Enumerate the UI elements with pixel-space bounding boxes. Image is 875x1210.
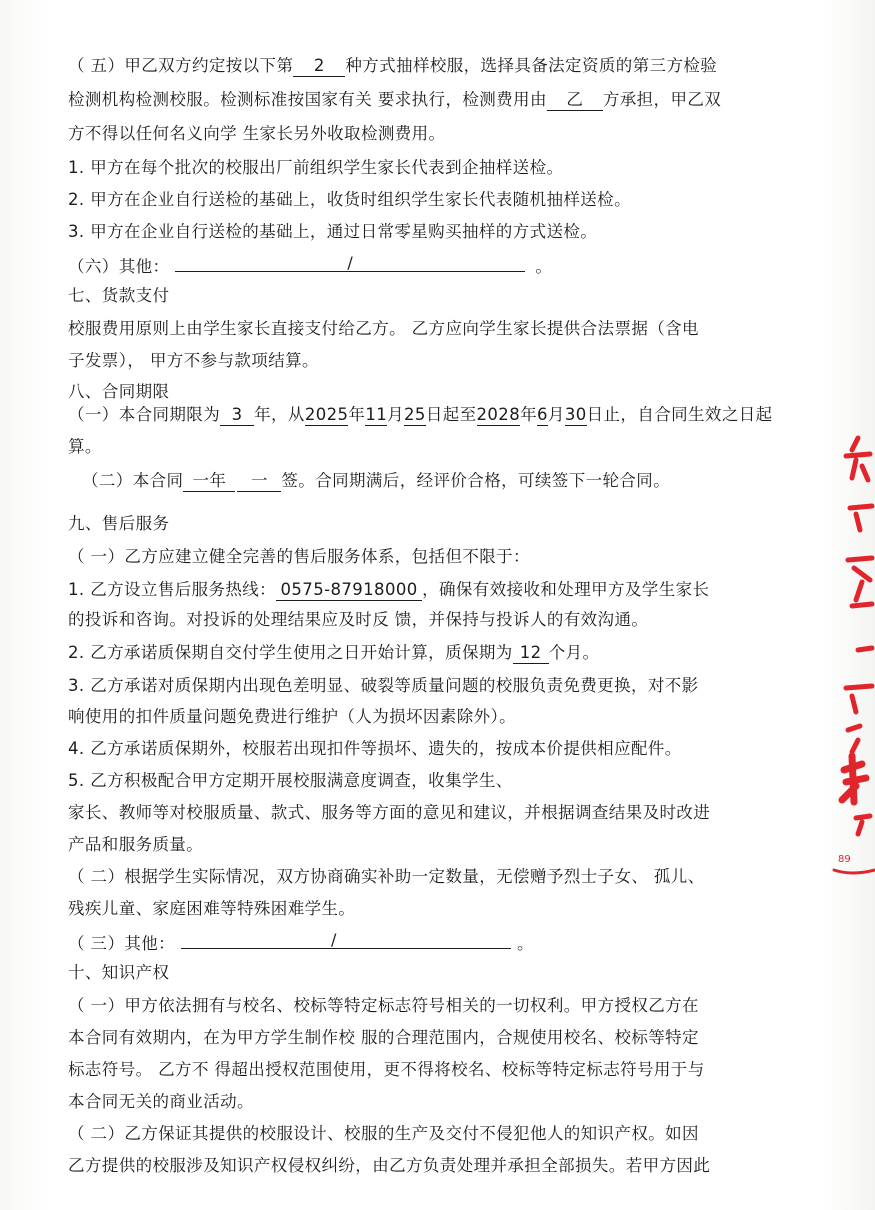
sec8-title: 八、合同期限: [68, 382, 170, 401]
sec9-item5-cont: 家长、教师等对校服质量、款式、服务等方面的意见和建议，并根据调查结果及时改进: [68, 803, 711, 822]
seal-number-fragment: 89: [838, 854, 851, 865]
sec7-title: 七、货款支付: [68, 286, 170, 305]
sec5-line2: 检测机构检测校服。检测标准按国家有关 要求执行，检测费用由 乙 方承担，甲乙双: [68, 90, 722, 109]
sec9-para2-cont: 残疾儿童、家庭困难等特殊困难学生。: [68, 899, 356, 918]
sec5-line3: 方不得以任何名义向学 生家长另外收取检测费用。: [68, 124, 446, 143]
sec9-item3: 3. 乙方承诺对质保期内出现色差明显、破裂等质量问题的校服负责免费更换，对不影: [68, 676, 699, 695]
renewal-period: 一年: [183, 471, 235, 492]
seal-stroke: [846, 438, 870, 480]
sec6-blank: /: [175, 253, 525, 272]
sec7-para1: 校服费用原则上由学生家长直接支付给乙方。 乙方应向学生家长提供合法票据（含电: [68, 319, 699, 338]
sec9-item1-cont: 的投诉和咨询。对投诉的处理结果应及时反 馈，并保持与投诉人的有效沟通。: [68, 610, 649, 629]
sec5-item3: 3. 甲方在企业自行送检的基础上，通过日常零星购买抽样的方式送检。: [68, 222, 598, 241]
sec8-renewal: （二）本合同 一年 一 签。合同期满后，经评价合格，可续签下一轮合同。: [82, 471, 671, 490]
service-hotline: 0575-87918000: [276, 580, 422, 601]
seal-stroke: [858, 648, 872, 650]
seal-fragment-graphic: [832, 430, 875, 880]
seal-stroke: [846, 686, 872, 712]
sec9-item2: 2. 乙方承诺质保期自交付学生使用之日开始计算，质保期为 12 个月。: [68, 643, 600, 662]
sec5-item2: 2. 甲方在企业自行送检的基础上，收货时组织学生家长代表随机抽样送检。: [68, 190, 631, 209]
sec9-item5-end: 产品和服务质量。: [68, 835, 204, 854]
sec10-para1: （ 一）甲方依法拥有与校名、校标等特定标志符号相关的一切权利。甲方授权乙方在: [68, 996, 699, 1015]
sec9-other: （ 三）其他： / 。: [68, 930, 534, 953]
sec10-para1-l2: 本合同有效期内，在为甲方学生制作校 服的合理范围内，合规使用校名、校标等特定: [68, 1028, 699, 1047]
sampling-method-number: 2: [293, 56, 345, 77]
warranty-months: 12: [513, 643, 549, 664]
sec6-other: （六）其他： / 。: [68, 253, 553, 276]
seal-stroke: [856, 816, 870, 834]
seal-border-arc: [834, 870, 875, 873]
sec10-para1-l3: 标志符号。 乙方不 得超出授权范围使用，更不得将校名、校标等特定标志符号用于与: [68, 1060, 705, 1079]
sec10-para2-l2: 乙方提供的校服涉及知识产权侵权纠纷，由乙方负责处理并承担全部损失。若甲方因此: [68, 1156, 711, 1175]
sec9-item1: 1. 乙方设立售后服务热线： 0575-87918000 ，确保有效接收和处理甲方及学生家长: [68, 580, 710, 599]
sec10-para2: （ 二）乙方保证其提供的校服设计、校服的生产及交付不侵犯他人的知识产权。如因: [68, 1124, 699, 1143]
start-month: 11: [365, 405, 388, 424]
sec5-item1: 1. 甲方在每个批次的校服出厂前组织学生家长代表到企抽样送检。: [68, 158, 564, 177]
sec10-title: 十、知识产权: [68, 963, 170, 982]
end-month: 6: [537, 405, 548, 424]
end-year: 2028: [476, 405, 521, 424]
testing-fee-payer: 乙: [547, 90, 603, 111]
sec9-para2: （ 二）根据学生实际情况，双方协商确实补助一定数量，无偿赠予烈士子女、 孤儿、: [68, 867, 705, 886]
seal-stroke: [850, 506, 872, 530]
sec10-para1-l4: 本合同无关的商业活动。: [68, 1092, 254, 1111]
term-years: 3: [220, 405, 254, 426]
seal-stroke: [848, 726, 860, 752]
sec8-term-line2: 算。: [68, 437, 102, 456]
start-day: 25: [404, 405, 426, 424]
sec9-para1: （ 一）乙方应建立健全完善的售后服务体系，包括但不限于：: [68, 547, 530, 566]
renewal-count: 一: [237, 471, 281, 492]
sec9-item4: 4. 乙方承诺质保期外，校服若出现扣件等损坏、遗失的，按成本价提供相应配件。: [68, 739, 682, 758]
start-year: 2025: [304, 405, 349, 424]
sec9-blank: /: [181, 930, 511, 949]
sec7-para2: 子发票）， 甲方不参与款项结算。: [68, 351, 319, 370]
sec8-term-line: （一）本合同期限为 3 年，从2025年11月25日起至2028年6月30日止，自合同生效之日起: [68, 405, 773, 424]
end-day: 30: [564, 405, 587, 424]
red-seal-stamp: [832, 430, 875, 880]
seal-stroke: [842, 756, 866, 802]
sec9-item5: 5. 乙方积极配合甲方定期开展校服满意度调查，收集学生、: [68, 771, 513, 790]
sec9-title: 九、售后服务: [68, 514, 170, 533]
sec5-line1: （ 五）甲乙双方约定按以下第 2 种方式抽样校服，选择具备法定资质的第三方检验: [68, 56, 718, 75]
sec9-item3-cont: 响使用的扣件质量问题免费进行维护（人为损坏因素除外）。: [68, 707, 517, 726]
seal-stroke: [848, 558, 872, 606]
